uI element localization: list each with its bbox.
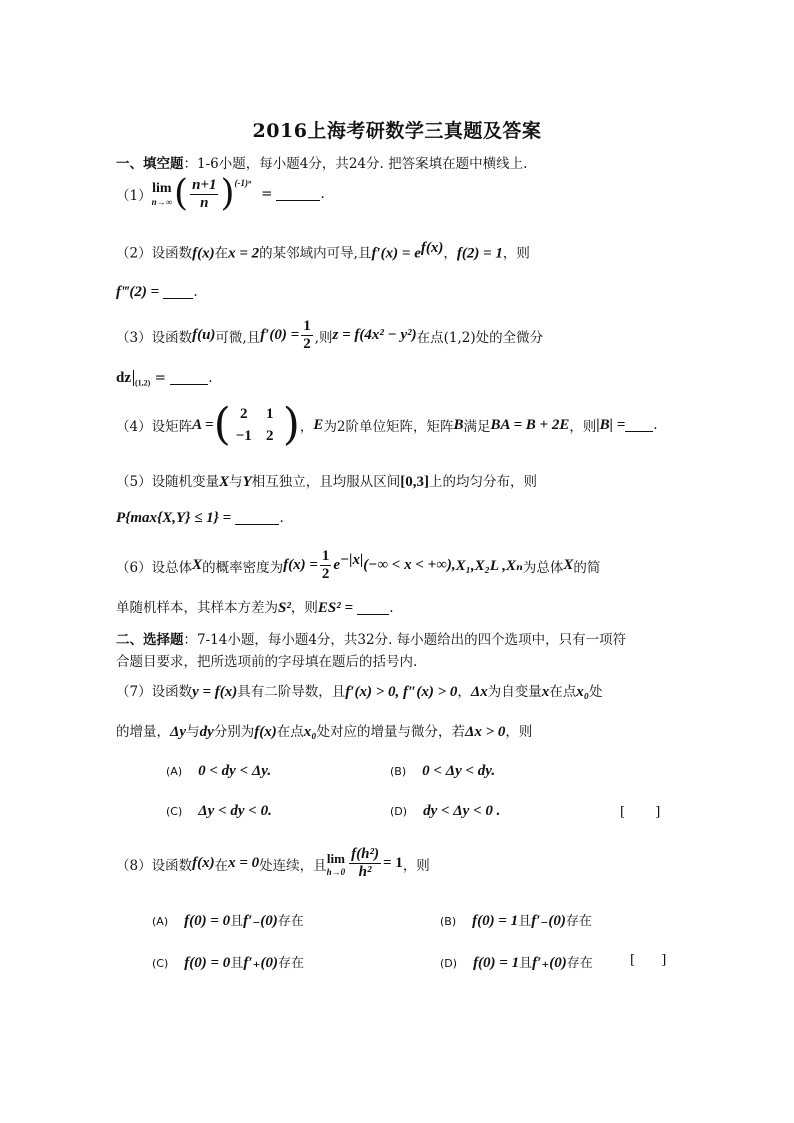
question-2-line2: f‴(2) = . [116, 284, 198, 300]
section1-heading: 一、填空题 [116, 156, 184, 172]
question-5-line2: P{max{X,Y} ≤ 1} = . [116, 510, 284, 526]
q7-option-b[interactable]: (B) 0 < Δy < dy. [390, 763, 496, 779]
q7-option-d[interactable]: (D) dy < Δy < 0 . [390, 803, 501, 819]
q1-exponent: (-1)ⁿ [234, 178, 252, 188]
q6-answer-blank[interactable] [357, 602, 389, 615]
q4-answer-blank[interactable] [625, 419, 653, 432]
q6-half: $\frac{1}{2}$ [321, 548, 330, 582]
q8-option-c[interactable]: (C) f(0) = 0且f′₊(0)存在 [152, 955, 304, 971]
q1-limit: lim n→∞ [151, 181, 173, 207]
q7-option-a[interactable]: (A) 0 < dy < Δy. [166, 763, 272, 779]
q7-option-c[interactable]: (C) Δy < dy < 0. [166, 803, 272, 819]
question-7-line2: 的增量，Δy与dy分别为f(x)在点x₀处对应的增量与微分，若Δx > 0，则 [116, 724, 533, 740]
q4-matrix: 2 1 −1 2 [235, 406, 274, 444]
q1-fraction: $\frac{n+1}{n}$ [192, 176, 217, 211]
q8-fraction: $\frac{\text{f(h²)}}{\text{h²}}$ [351, 846, 379, 880]
question-7: （7）设函数y = f(x)具有二阶导数，且f′(x) > 0, f″(x) > 0，Δx为自变量x在点x₀处 [116, 684, 603, 700]
q7-answer-bracket[interactable]: [ ] [620, 805, 661, 820]
q1-answer-blank[interactable] [276, 188, 320, 201]
question-2: （2）设函数f(x)在x = 2的某邻域内可导,且$f'(x) = e^{f(x)}$，f(2) = 1，则 [116, 240, 530, 262]
question-6: （6）设总体 X 的概率密度为 f(x) = $\frac{1}{2}$ e −|x| (−∞ < x < +∞), X₁,X₂L ,Xₙ 为总体 X 的简 [116, 548, 601, 582]
q8-option-d[interactable]: (D) f(0) = 1且f′₊(0)存在 [440, 955, 593, 971]
q3-answer-blank[interactable] [170, 372, 208, 385]
q8-limit: lim h→0 [326, 850, 346, 877]
question-1: （1） lim n→∞ ( $\frac{n+1}{n}$ ) (-1)ⁿ = . [116, 173, 325, 214]
question-3: （3）设函数 f(u) 可微,且 f′(0) = $\frac{1}{2}$ ,则 z = f(4x² − y²) 在点(1,2)处的全微分 [116, 318, 544, 352]
q2-answer-blank[interactable] [163, 286, 193, 299]
q8-answer-bracket[interactable]: [ ] [630, 953, 667, 968]
question-4: （4）设矩阵 A = ( 2 1 −1 2 ) ， E 为2阶单位矩阵，矩阵 B 满足 BA = B + 2E ，则 |B| = . [116, 399, 658, 450]
section1-desc: ：1-6小题，每小题4分，共24分. 把答案填在题中横线上. [183, 156, 528, 172]
question-8: （8）设函数 f(x) 在 x = 0 处连续，且 lim h→0 $\frac{\text{f(h²)}}{\text{h²}}$ = 1 ，则 [116, 846, 430, 880]
page-title: 2016上海考研数学三真题及答案 [252, 120, 542, 142]
question-5: （5）设随机变量X与Y相互独立，且均服从区间[0,3]上的均匀分布，则 [116, 474, 538, 490]
q5-answer-blank[interactable] [235, 512, 279, 525]
question-3-line2: dz $_{(1,2)}$ = . [116, 370, 213, 388]
question-6-line2: 单随机样本，其样本方差为S²，则ES² = . [116, 600, 394, 616]
q8-option-b[interactable]: (B) f(0) = 1且f′₋(0)存在 [440, 913, 592, 929]
section1-header [116, 152, 527, 172]
q3-half: $\frac{1}{2}$ [303, 318, 311, 352]
section2-desc2: 合题目要求，把所选项前的字母填在题后的括号内. [116, 654, 418, 670]
q8-option-a[interactable]: (A) f(0) = 0且f′₋(0)存在 [152, 913, 304, 929]
q1-number: （1） [116, 188, 152, 204]
section2-header: 二、选择题：7-14小题，每小题4分，共32分. 每小题给出的四个选项中，只有一项符 [116, 632, 627, 648]
